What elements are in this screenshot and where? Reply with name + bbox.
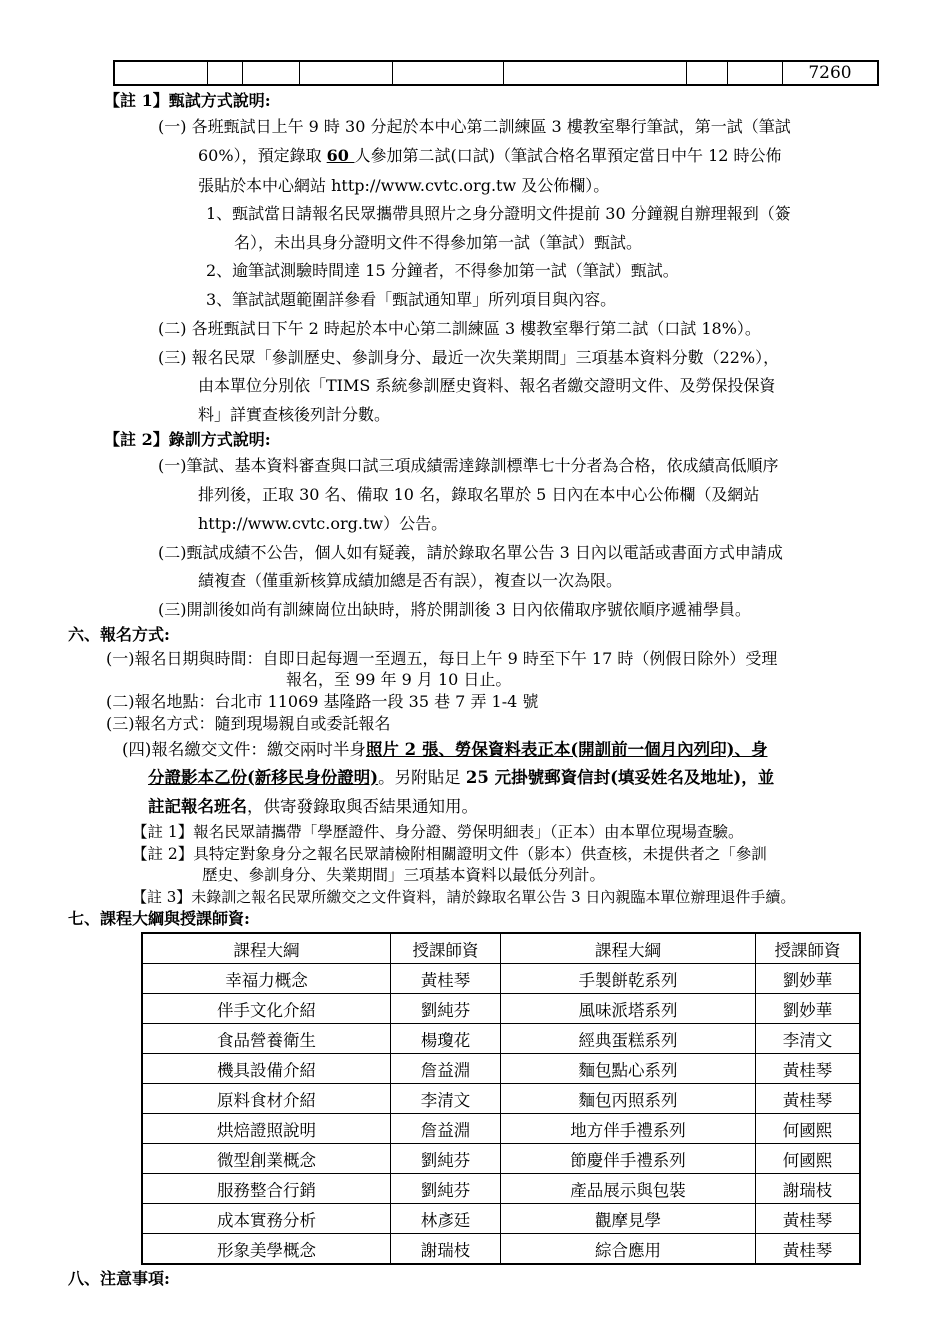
teacher-name: 黃桂琴 <box>756 1054 861 1084</box>
top-table-cell <box>114 61 208 85</box>
section8-heading: 八、注意事項: <box>68 1269 170 1288</box>
table-row <box>142 1174 860 1204</box>
note2-item1-line1: (一)筆試、基本資料審查與口試三項成績需達錄訓標準七十分者為合格，依成績高低順序 <box>158 456 779 475</box>
teacher-name: 黃桂琴 <box>756 1234 861 1265</box>
course-name: 觀摩見學 <box>501 1204 756 1234</box>
table-row <box>142 1054 860 1084</box>
section6-item4-mid: 。另附貼足 <box>378 768 466 787</box>
note1-item3-line3: 料」詳實查核後列計分數。 <box>198 405 391 424</box>
course-name: 節慶伴手禮系列 <box>501 1144 756 1174</box>
teacher-name: 詹益淵 <box>391 1114 501 1144</box>
section6-item4-id: 分證影本乙份(新移民身份證明) <box>148 768 379 787</box>
teacher-name: 劉純芬 <box>391 1174 501 1204</box>
top-table-cell <box>687 61 728 85</box>
teacher-name: 何國熙 <box>756 1114 861 1144</box>
course-name: 產品展示與包裝 <box>501 1174 756 1204</box>
course-name: 微型創業概念 <box>142 1144 391 1174</box>
teacher-name: 楊瓊花 <box>391 1024 501 1054</box>
teacher-name: 謝瑞枝 <box>756 1174 861 1204</box>
section6-item4-line1 <box>122 736 767 760</box>
table-row <box>142 1234 860 1265</box>
course-name: 食品營養衛生 <box>142 1024 391 1054</box>
teacher-name: 劉妙華 <box>756 964 861 994</box>
course-name: 綜合應用 <box>501 1234 756 1265</box>
admit-count: 60 <box>326 146 355 165</box>
teacher-name: 黃桂琴 <box>756 1084 861 1114</box>
course-name: 風味派塔系列 <box>501 994 756 1024</box>
teacher-name: 劉純芬 <box>391 1144 501 1174</box>
course-name: 麵包點心系列 <box>501 1054 756 1084</box>
section6-item3: (三)報名方式：隨到現場親自或委託報名 <box>106 714 391 733</box>
course-header: 課程大綱 <box>501 933 756 964</box>
note1-sub1-line1: 1、甄試當日請報名民眾攜帶具照片之身分證明文件提前 30 分鐘親自辦理報到（簽 <box>206 204 791 223</box>
note1-item1-line2-pre: 60%），預定錄取 <box>198 146 327 165</box>
note1-sub3: 3、筆試試題範圍詳參看「甄試通知單」所列項目與內容。 <box>206 290 617 309</box>
section6-item4-pre: (四)報名繳交文件：繳交兩吋半身 <box>122 740 366 759</box>
section6-item2: (二)報名地點：台北市 11069 基隆路一段 35 巷 7 弄 1-4 號 <box>106 692 539 711</box>
note2-item1-line2: 排列後，正取 30 名、備取 10 名，錄取名單於 5 日內在本中心公佈欄（及網站 <box>198 485 760 504</box>
course-name: 伴手文化介紹 <box>142 994 391 1024</box>
note2-item2-line1: (二)甄試成績不公告，個人如有疑義，請於錄取名單公告 3 日內以電話或書面方式申請成 <box>158 543 783 562</box>
note1-item3-line1: (三) 報名民眾「參訓歷史、參訓身分、最近一次失業期間」三項基本資料分數（22%）， <box>158 348 780 367</box>
course-name: 麵包丙照系列 <box>501 1084 756 1114</box>
table-row <box>142 964 860 994</box>
note1-item1-line3: 張貼於本中心網站 http://www.cvtc.org.tw 及公佈欄）。 <box>198 176 610 195</box>
teacher-name: 黃桂琴 <box>391 964 501 994</box>
teacher-name: 劉妙華 <box>756 994 861 1024</box>
note1-sub2: 2、逾筆試測驗時間達 15 分鐘者，不得參加第一試（筆試）甄試。 <box>206 261 679 280</box>
course-name: 機具設備介紹 <box>142 1054 391 1084</box>
note2-item2-line2: 績複查（僅重新核算成績加總是否有誤），複查以一次為限。 <box>198 571 623 590</box>
course-name: 經典蛋糕系列 <box>501 1024 756 1054</box>
section7-heading: 七、課程大綱與授課師資: <box>68 909 250 928</box>
note2-item1-line3: http://www.cvtc.org.tw）公告。 <box>198 514 448 533</box>
teacher-name: 謝瑞枝 <box>391 1234 501 1265</box>
teacher-name: 李清文 <box>756 1024 861 1054</box>
course-name: 幸福力概念 <box>142 964 391 994</box>
note1-item3-line2: 由本單位分別依「TIMS 系統參訓歷史資料、報名者繳交證明文件、及勞保投保資 <box>198 376 776 395</box>
top-table-cell <box>243 61 300 85</box>
teacher-name: 何國熙 <box>756 1144 861 1174</box>
note1-item1-line1: (一) 各班甄試日上午 9 時 30 分起於本中心第二訓練區 3 樓教室舉行筆試，第一試（筆試 <box>158 117 791 136</box>
section6-heading: 六、報名方式: <box>68 625 170 644</box>
table-row <box>142 1114 860 1144</box>
table-row <box>142 1084 860 1114</box>
note1-item1-line2 <box>198 143 782 166</box>
section6-note2-line2: 歷史、參訓身分、失業期間」三項基本資料以最低分列計。 <box>202 866 606 884</box>
note2-heading: 【註 2】錄訓方式說明: <box>104 430 271 449</box>
course-name: 成本實務分析 <box>142 1204 391 1234</box>
section6-note2-line1: 【註 2】具特定對象身分之報名民眾請檢附相關證明文件（影本）供查核，未提供者之「參訓 <box>132 845 767 863</box>
section6-item4-line2 <box>148 764 774 788</box>
course-table-header-row <box>142 933 860 964</box>
top-table-cell <box>728 61 783 85</box>
top-table-cell <box>208 61 243 85</box>
course-name: 烘焙證照說明 <box>142 1114 391 1144</box>
teacher-name: 詹益淵 <box>391 1054 501 1084</box>
table-row <box>142 1024 860 1054</box>
course-name: 形象美學概念 <box>142 1234 391 1265</box>
section6-note1: 【註 1】報名民眾請攜帶「學歷證件、身分證、勞保明細表」（正本）由本單位現場查驗。 <box>132 823 744 841</box>
top-table-cell <box>504 61 687 85</box>
course-name: 地方伴手禮系列 <box>501 1114 756 1144</box>
section6-item4-post: ，供寄發錄取與否結果通知用。 <box>247 797 478 816</box>
top-table-cell <box>393 61 504 85</box>
table-row <box>142 1144 860 1174</box>
course-table <box>141 932 861 1265</box>
course-name: 手製餅乾系列 <box>501 964 756 994</box>
note1-item1-line2-post: 人參加第二試(口試)（筆試合格名單預定當日中午 12 時公佈 <box>354 146 782 165</box>
top-table <box>113 60 879 86</box>
note1-heading: 【註 1】甄試方式說明: <box>104 91 271 110</box>
top-table-value: 7260 <box>783 61 879 85</box>
teacher-header: 授課師資 <box>391 933 501 964</box>
table-row <box>142 994 860 1024</box>
top-table-cell <box>300 61 393 85</box>
section6-item1-line1: (一)報名日期與時間：自即日起每週一至週五，每日上午 9 時至下午 17 時（例假日除外）受理 <box>106 649 778 668</box>
note1-sub1-line2: 名），未出具身分證明文件不得參加第一試（筆試）甄試。 <box>234 233 643 252</box>
table-row <box>142 1204 860 1234</box>
section6-item4-docs: 照片 2 張、勞保資料表正本(開訓前一個月內列印)、身 <box>365 740 768 759</box>
note2-item3: (三)開訓後如尚有訓練崗位出缺時，將於開訓後 3 日內依備取序號依順序遞補學員。 <box>158 600 751 619</box>
teacher-name: 林彥廷 <box>391 1204 501 1234</box>
course-name: 服務整合行銷 <box>142 1174 391 1204</box>
section6-item4-envelope: 25 元掛號郵資信封(填妥姓名及地址)，並 <box>465 768 775 787</box>
teacher-name: 李清文 <box>391 1084 501 1114</box>
note1-item2: (二) 各班甄試日下午 2 時起於本中心第二訓練區 3 樓教室舉行第二試（口試 18%）。 <box>158 319 761 338</box>
course-header: 課程大綱 <box>142 933 391 964</box>
section6-item4-line3 <box>148 793 478 817</box>
teacher-header: 授課師資 <box>756 933 861 964</box>
section6-item1-line2: 報名，至 99 年 9 月 10 日止。 <box>286 670 512 689</box>
course-name: 原料食材介紹 <box>142 1084 391 1114</box>
teacher-name: 黃桂琴 <box>756 1204 861 1234</box>
section6-item4-classname: 註記報名班名 <box>148 797 247 816</box>
section6-note3: 【註 3】未錄訓之報名民眾所繳交之文件資料，請於錄取名單公告 3 日內親臨本單位辦理退件手續。 <box>132 888 796 906</box>
teacher-name: 劉純芬 <box>391 994 501 1024</box>
